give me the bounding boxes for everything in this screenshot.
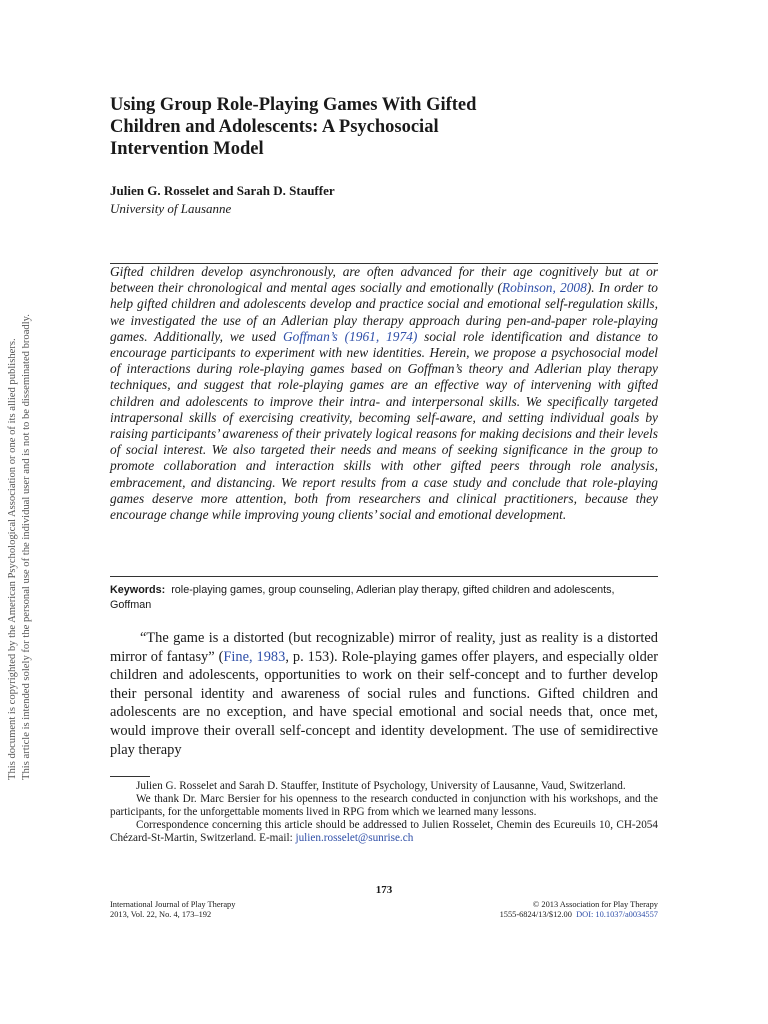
issn-price: 1555-6824/13/$12.00: [499, 909, 572, 919]
keywords: [110, 583, 658, 613]
footnotes: [110, 780, 658, 845]
footnote-rule: [110, 776, 150, 777]
keywords-label: Keywords:: [110, 584, 166, 596]
footnote-acknowledgments: We thank Dr. Marc Bersier for his openness to the research conducted in conjunction with his workshops, and the participants, for the unforgettable moments lived in RPG from which we learned many lessons.: [110, 793, 658, 818]
abstract-text-2: ). In order to help gifted children and adolescents develop and practice social and emotional self-regulation skills, we investigated the use of an Adlerian play therapy approach during pen-and-paper role-playing games. Additionally, we used: [110, 280, 658, 344]
affiliation: University of Lausanne: [110, 201, 232, 216]
body-text-1: “The game is a distorted (but recognizable) mirror of reality, just as reality is a distorted mirror of fantasy” (: [110, 630, 658, 665]
journal-info: [110, 900, 235, 919]
email-link[interactable]: julien.rosselet@sunrise.ch: [295, 832, 414, 844]
keywords-text: role-playing games, group counseling, Adlerian play therapy, gifted children and adolescents, Goffman: [110, 584, 615, 611]
page-number: 173: [375, 884, 393, 896]
doi-link[interactable]: DOI: 10.1037/a0034557: [576, 909, 658, 919]
copyright-line: © 2013 Association for Play Therapy: [532, 900, 658, 909]
copyright-notice-line-2: This article is intended solely for the personal use of the individual user and is not to be disseminated broadly.: [20, 314, 32, 780]
citation-link-goffman[interactable]: Goffman’s (1961, 1974): [282, 328, 418, 344]
citation-link-robinson[interactable]: Robinson, 2008: [501, 280, 587, 296]
copyright-info: [500, 900, 658, 919]
copyright-notice-vertical: [6, 210, 42, 780]
footnote-affiliation: Julien G. Rosselet and Sarah D. Stauffer, Institute of Psychology, University of Lausanne, Vaud, Switzerland.: [136, 780, 626, 792]
footnote-correspondence-text: Correspondence concerning this article should be addressed to Julien Rosselet, Chemin des Ecureuils 10, CH-2054 Chézard-St-Martin, Switzerland. E-mail:: [110, 819, 658, 844]
journal-volume: 2013, Vol. 22, No. 4, 173–192: [110, 909, 212, 919]
abstract-text-1: Gifted children develop asynchronously, are often advanced for their age cognitively but at or between their chronological and mental ages socially and emotionally (: [110, 264, 658, 296]
journal-name: International Journal of Play Therapy: [110, 900, 236, 909]
issn-doi-line: [500, 910, 658, 920]
abstract-bottom-rule: [110, 576, 658, 577]
title-line-3: Intervention Model: [110, 139, 264, 159]
abstract-text-3: social role identification and distance to encourage participants to experiment with new identities. Herein, we propose a psychosocial model of interactions during role-playing games based on Goffman’s theory and Adlerian play therapy techniques, and suggest that role-playing games are an effective way of intervening with gifted children and adolescents to improve their intra- and interpersonal skills. We specifically targeted intrapersonal skills of exercising creativity, becoming self-aware, and setting individual goals by raising participants’ awareness of their privately logical reasons for making decisions and their levels of social interest. We also targeted their needs and means of seeking significance in the group to promote collaboration and interaction skills with other gifted peers through role analysis, embracement, and distancing. We report results from a case study and conclude that role-playing games deserve more attention, both from researchers and clinical practitioners, because they encourage change while improving young clients’ social and emotional development.: [110, 328, 658, 523]
title-line-2: Children and Adolescents: A Psychosocial: [110, 117, 439, 137]
footnote-correspondence: [110, 819, 658, 845]
abstract: [110, 264, 658, 523]
copyright-notice-line-1: This document is copyrighted by the American Psychological Association or one of its allied publishers.: [7, 338, 18, 780]
citation-link-fine[interactable]: Fine, 1983: [223, 648, 286, 665]
title-line-1: Using Group Role-Playing Games With Gifted: [110, 95, 477, 115]
body-paragraph: [110, 629, 658, 759]
body-text-2: , p. 153). Role-playing games offer players, and especially older children and adolescents, opportunities to work on their self-concept and to further develop their personal identity and awareness of social rules and functions. Gifted children and adolescents are no exception, and have special emotional and social needs that, once met, would improve their overall self-concept and identity development. The use of semidirective play therapy: [110, 648, 659, 758]
authors: Julien G. Rosselet and Sarah D. Stauffer: [110, 183, 335, 198]
article-title: [110, 94, 570, 160]
